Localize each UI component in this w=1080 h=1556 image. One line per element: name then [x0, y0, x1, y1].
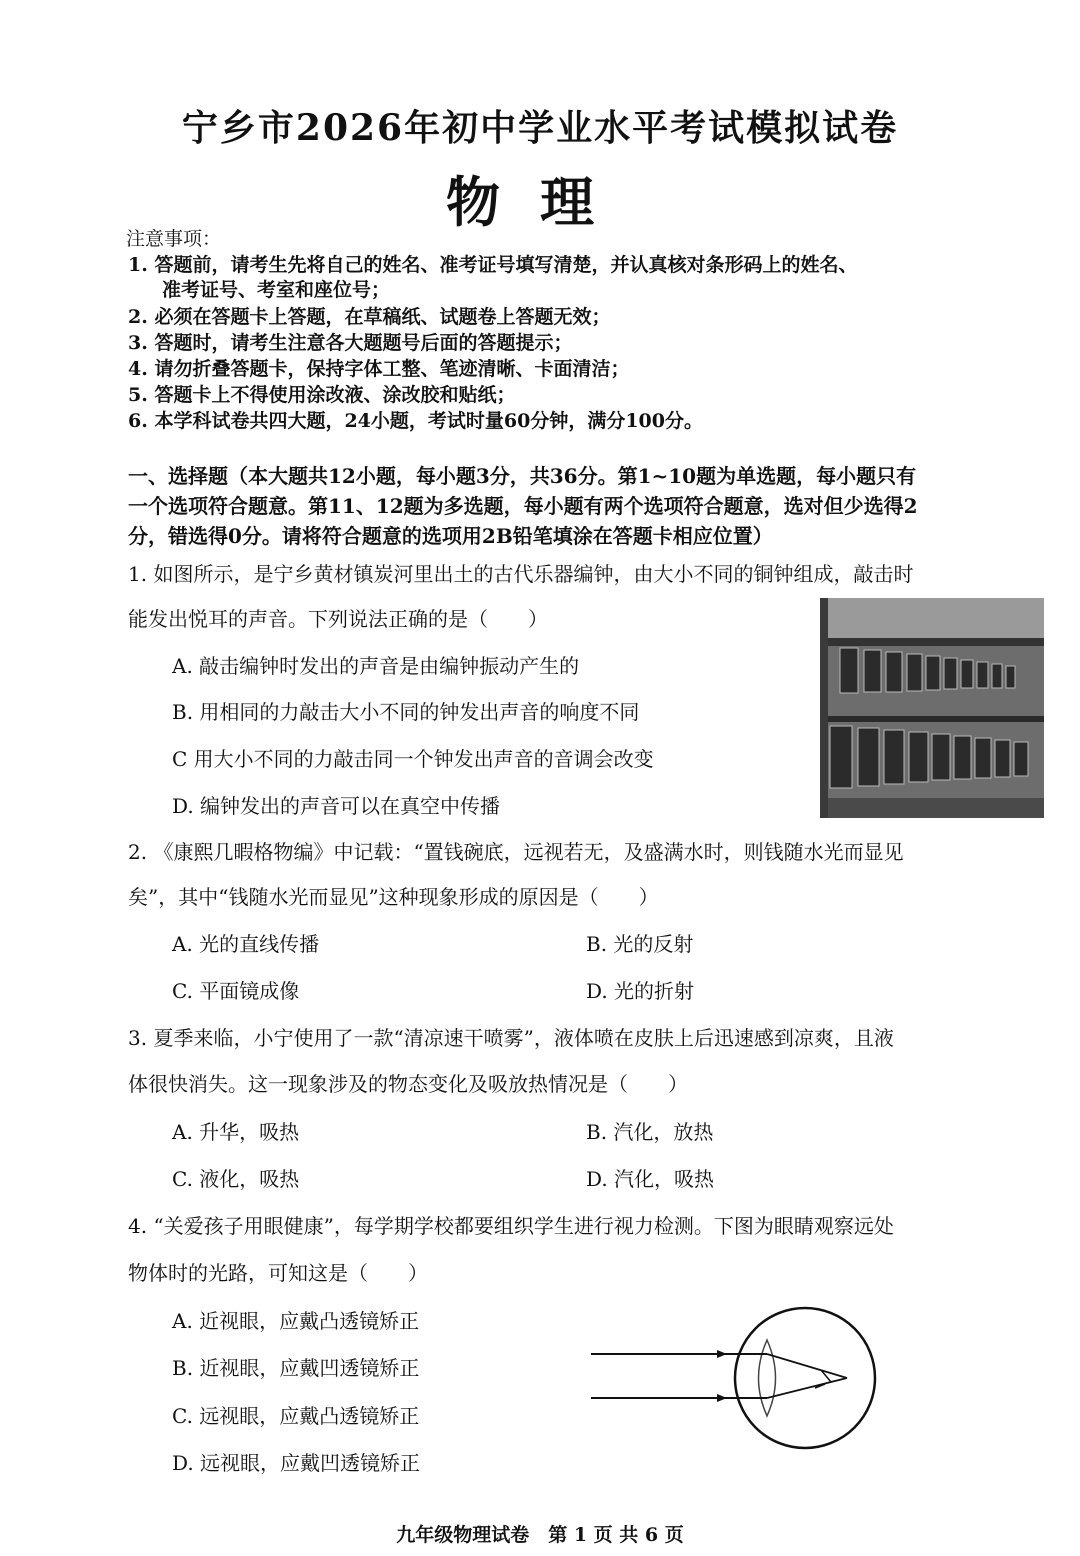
section-instructions: 一个选项符合题意。第11、12题为多选题，每小题有两个选项符合题意，选对但少选得2 — [128, 494, 918, 518]
exam-title: 宁乡市2026年初中学业水平考试模拟试卷 — [181, 107, 899, 149]
question-3-stem: 体很快消失。这一现象涉及的物态变化及吸放热情况是（ ） — [128, 1072, 688, 1096]
question-2-stem: 矣”，其中“钱随水光而显见”这种现象形成的原因是（ ） — [128, 885, 659, 909]
section-instructions: 一、选择题（本大题共12小题，每小题3分，共36分。第1~10题为单选题，每小题只有 — [128, 464, 917, 488]
notes-heading: 注意事项： — [126, 228, 222, 250]
eye-light-path-diagram — [585, 1300, 885, 1460]
note-item: 3. 答题时，请考生注意各大题题号后面的答题提示； — [128, 332, 573, 354]
question-3-option-a: A. 升华，吸热 — [172, 1120, 300, 1144]
question-4-option-c: C. 远视眼，应戴凸透镜矫正 — [172, 1404, 420, 1428]
question-1-stem: 1. 如图所示，是宁乡黄材镇炭河里出土的古代乐器编钟，由大小不同的铜钟组成，敲击时 — [128, 562, 914, 586]
question-1-stem: 能发出悦耳的声音。下列说法正确的是（ ） — [128, 607, 548, 631]
note-item: 准考证号、考室和座位号； — [162, 279, 391, 301]
question-3-stem: 3. 夏季来临，小宁使用了一款“清凉速干喷雾”，液体喷在皮肤上后迅速感到凉爽，且液 — [128, 1026, 894, 1050]
subject-title: 物理 — [446, 170, 634, 234]
note-item: 6. 本学科试卷共四大题，24小题，考试时量60分钟，满分100分。 — [128, 410, 703, 432]
question-2-option-c: C. 平面镜成像 — [172, 979, 300, 1003]
question-1-option-a: A. 敲击编钟时发出的声音是由编钟振动产生的 — [172, 654, 580, 678]
note-item: 4. 请勿折叠答题卡，保持字体工整、笔迹清晰、卡面清洁； — [128, 358, 630, 380]
section-instructions: 分，错选得0分。请将符合题意的选项用2B铅笔填涂在答题卡相应位置） — [128, 524, 773, 548]
question-4-option-d: D. 远视眼，应戴凹透镜矫正 — [172, 1451, 421, 1475]
question-4-option-a: A. 近视眼，应戴凸透镜矫正 — [172, 1309, 420, 1333]
question-3-option-c: C. 液化，吸热 — [172, 1167, 300, 1191]
question-4-option-b: B. 近视眼，应戴凹透镜矫正 — [172, 1356, 420, 1380]
question-3-option-d: D. 汽化，吸热 — [586, 1167, 715, 1191]
question-2-option-a: A. 光的直线传播 — [172, 932, 320, 956]
note-item: 5. 答题卡上不得使用涂改液、涂改胶和贴纸； — [128, 384, 516, 406]
question-3-option-b: B. 汽化，放热 — [586, 1120, 714, 1144]
question-4-stem: 物体时的光路，可知这是（ ） — [128, 1261, 428, 1285]
page-footer: 九年级物理试卷 第 1 页 共 6 页 — [396, 1524, 684, 1546]
question-2-stem: 2. 《康熙几暇格物编》中记载：“置钱碗底，远视若无，及盛满水时，则钱随水光而显见 — [128, 840, 904, 864]
question-4-stem: 4. “关爱孩子用眼健康”，每学期学校都要组织学生进行视力检测。下图为眼睛观察远处 — [128, 1214, 894, 1238]
note-item: 1. 答题前，请考生先将自己的姓名、准考证号填写清楚，并认真核对条形码上的姓名、 — [128, 254, 858, 276]
question-1-option-c: C 用大小不同的力敲击同一个钟发出声音的音调会改变 — [172, 747, 654, 771]
question-2-option-d: D. 光的折射 — [586, 979, 695, 1003]
question-1-option-d: D. 编钟发出的声音可以在真空中传播 — [172, 794, 501, 818]
bianzhong-bells-photo — [820, 598, 1044, 818]
question-1-option-b: B. 用相同的力敲击大小不同的钟发出声音的响度不同 — [172, 700, 640, 724]
note-item: 2. 必须在答题卡上答题，在草稿纸、试题卷上答题无效； — [128, 306, 611, 328]
question-2-option-b: B. 光的反射 — [586, 932, 694, 956]
